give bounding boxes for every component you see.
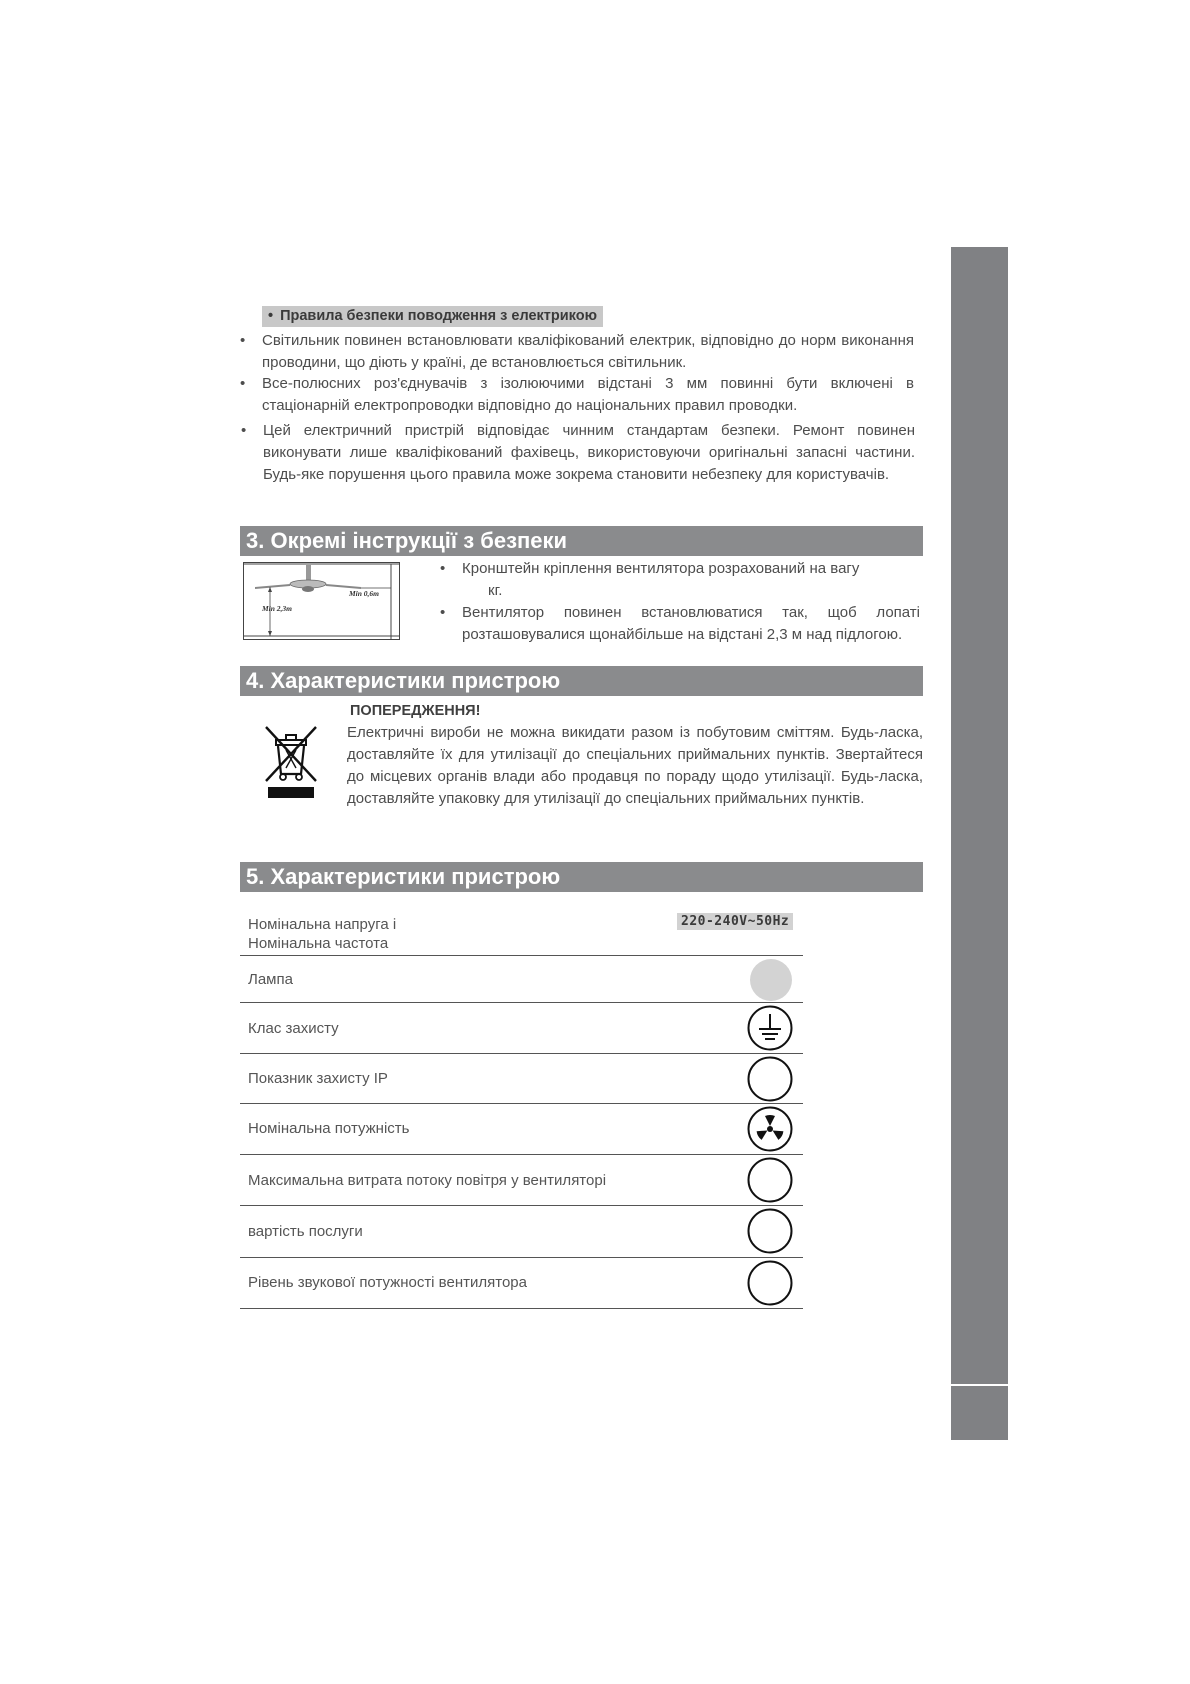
spec-label: Рівень звукової потужності вентилятора — [248, 1274, 527, 1291]
warning-title: ПОПЕРЕДЖЕННЯ! — [350, 703, 481, 719]
floor-clearance-label: Min 2,3m — [262, 604, 293, 613]
spec-label: Показник захисту IP — [248, 1070, 388, 1087]
list-item: • Вентилятор повинен встановлюватися так, щоб лопаті розташовувалися щонайбільше на відстані 2,3 м над підлогою. — [440, 604, 920, 643]
spec-label: Клас захисту — [248, 1020, 339, 1037]
grey-disc-icon — [749, 958, 793, 1002]
list-item: • Все-полюсних роз'єднувачів з ізолюючими відстані 3 мм повинні бути включені в стаціонарній електропроводки відповідно до національних правил проводки. — [240, 375, 914, 414]
spec-row-power — [240, 1104, 803, 1155]
fan-icon — [747, 1106, 793, 1152]
spec-row-protection-class — [240, 1003, 803, 1054]
spec-label: Номінальна напруга і Номінальна частота — [248, 916, 397, 952]
safety-rules-heading: • Правила безпеки поводження з електрикою — [262, 306, 603, 327]
list-item: • Цей електричний пристрій відповідає чинним стандартам безпеки. Ремонт повинен виконувати лише кваліфікований фахівець, використовуючи оригінальні запасні частини. Будь-яке порушення цього правила може зокрема становити небезпеку для користувачів. — [241, 422, 915, 483]
empty-circle-icon — [747, 1260, 793, 1306]
spec-label: вартість послуги — [248, 1223, 363, 1240]
weight-unit-text: кг. — [488, 582, 503, 599]
voltage-badge: 220-240V~50Hz — [677, 913, 793, 930]
section-5-title: 5. Характеристики пристрою — [240, 862, 923, 892]
section-3-title: 3. Окремі інструкції з безпеки — [240, 526, 923, 556]
section-4-title: 4. Характеристики пристрою — [240, 666, 923, 696]
empty-circle-icon — [747, 1208, 793, 1254]
list-item: • Кронштейн кріплення вентилятора розрахований на вагу — [440, 560, 860, 577]
weee-crossed-bin-icon — [262, 724, 320, 799]
spec-label: Номінальна потужність — [248, 1120, 410, 1137]
warning-text: Електричні вироби не можна викидати разом із побутовим сміттям. Будь-ласка, доставляйте їх для утилізації до спеціальних приймальних пунктів. Звертайтеся до місцевих органів влади або продавця по пораду щодо утилізації. Будь-ласка, доставляйте упаковку для утилізації до спеціальних приймальних пунктів. — [347, 724, 923, 807]
bullet-dot: • — [268, 308, 274, 324]
side-tab — [951, 247, 1008, 1384]
list-item: • Світильник повинен встановлювати кваліфікований електрик, відповідно до норм виконання проводини, що діють у країні, де встановлюється світильник. — [240, 332, 914, 371]
spec-label: Лампа — [248, 971, 293, 988]
wall-clearance-label: Min 0,6m — [349, 589, 380, 598]
spec-row-lamp — [240, 956, 803, 1003]
ceiling-fan-clearance-diagram — [243, 562, 400, 640]
ground-icon — [747, 1005, 793, 1051]
spec-row-sound-power — [240, 1258, 803, 1309]
spec-row-airflow — [240, 1155, 803, 1206]
empty-circle-icon — [747, 1157, 793, 1203]
side-tab-page-marker — [951, 1386, 1008, 1440]
empty-circle-icon — [747, 1056, 793, 1102]
spec-row-ip — [240, 1054, 803, 1104]
spec-label: Максимальна витрата потоку повітря у вентиляторі — [248, 1172, 607, 1189]
spec-row-service-value — [240, 1206, 803, 1258]
